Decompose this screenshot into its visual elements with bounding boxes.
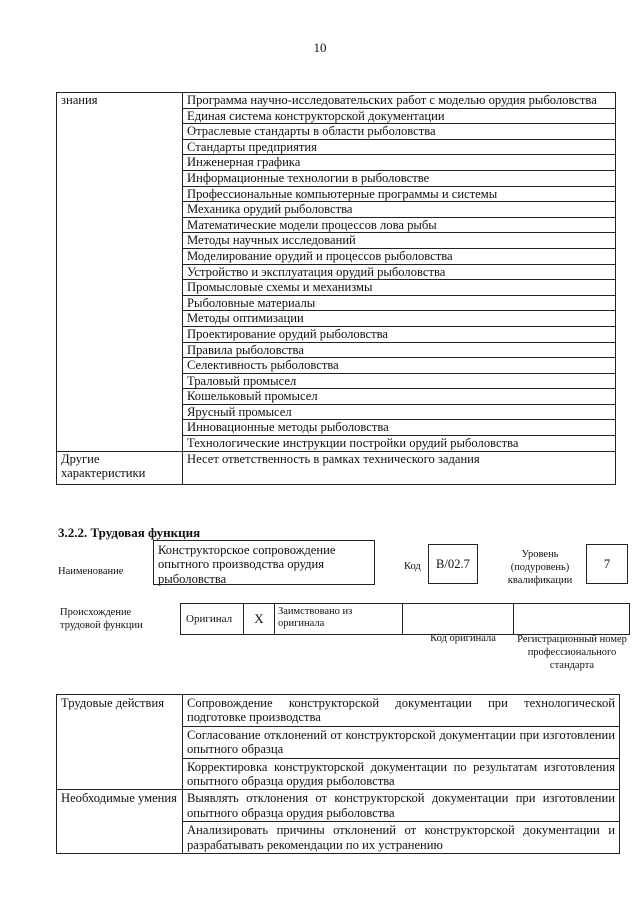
knowledge-item: Профессиональные компьютерные программы и системы [183, 186, 616, 202]
knowledge-item: Траловый промысел [183, 373, 616, 389]
code-label: Код [404, 561, 421, 572]
skill-item: Анализировать причины отклонений от конструкторской документации и разрабатывать рекомендации по их устранению [183, 822, 620, 854]
knowledge-item: Инновационные методы рыболовства [183, 420, 616, 436]
skill-item: Выявлять отклонения от конструкторской документации при изготовлении опытного образца орудия рыболовства [183, 790, 620, 822]
knowledge-item: Устройство и эксплуатация орудий рыболовства [183, 264, 616, 280]
knowledge-row [57, 93, 616, 109]
actions-label: Трудовые действия [57, 695, 183, 790]
original-label: Оригинал [181, 604, 244, 634]
action-item: Согласование отклонений от конструкторской документации при изготовлении опытного образца [183, 726, 620, 758]
skills-label: Необходимые умения [57, 790, 183, 854]
knowledge-item: Правила рыболовства [183, 342, 616, 358]
borrowed-label: Заимствовано из оригинала [274, 604, 403, 634]
level-value: 7 [586, 544, 628, 584]
knowledge-item: Единая система конструкторской документации [183, 108, 616, 124]
name-label: Наименование [58, 566, 124, 577]
knowledge-item: Ярусный промысел [183, 404, 616, 420]
knowledge-item: Стандарты предприятия [183, 139, 616, 155]
original-mark: X [244, 604, 275, 634]
knowledge-item: Программа научно-исследовательских работ с моделью орудия рыболовства [183, 93, 616, 109]
code-original-label: Код оригинала [430, 633, 496, 644]
knowledge-item: Математические модели процессов лова рыбы [183, 217, 616, 233]
knowledge-item: Методы научных исследований [183, 233, 616, 249]
action-item: Корректировка конструкторской документации по результатам изготовления опытного образца орудия рыболовства [183, 758, 620, 790]
code-original-cell [403, 604, 514, 634]
reg-number-label: Регистрационный номер профессионального стандарта [517, 634, 627, 671]
knowledge-item: Технологические инструкции постройки орудий рыболовства [183, 436, 616, 452]
knowledge-item: Механика орудий рыболовства [183, 202, 616, 218]
level-label: Уровень (подуровень) квалификации [507, 549, 573, 586]
labor-table [56, 694, 620, 854]
origin-table [180, 603, 630, 635]
skill-item-row [57, 790, 620, 822]
knowledge-item: Селективность рыболовства [183, 358, 616, 374]
other-row [57, 451, 616, 484]
knowledge-item: Моделирование орудий и процессов рыболовства [183, 248, 616, 264]
code-value: В/02.7 [428, 544, 478, 584]
knowledge-item: Инженерная графика [183, 155, 616, 171]
knowledge-item: Кошельковый промысел [183, 389, 616, 405]
action-item: Сопровождение конструкторской документации при технологической подготовке производства [183, 695, 620, 727]
knowledge-item: Проектирование орудий рыболовства [183, 326, 616, 342]
other-text: Несет ответственность в рамках технического задания [183, 451, 616, 484]
name-value: Конструкторское сопровождение опытного производства орудия рыболовства [153, 540, 375, 585]
knowledge-item: Промысловые схемы и механизмы [183, 280, 616, 296]
knowledge-item: Методы оптимизации [183, 311, 616, 327]
other-label: Другие характеристики [57, 451, 183, 484]
knowledge-label: знания [57, 93, 183, 452]
knowledge-item: Рыболовные материалы [183, 295, 616, 311]
origin-label: Происхождение трудовой функции [60, 607, 143, 631]
knowledge-table [56, 92, 616, 485]
action-item-row [57, 695, 620, 727]
page-number: 10 [313, 40, 327, 55]
section-title: 3.2.2. Трудовая функция [58, 525, 201, 540]
knowledge-item: Информационные технологии в рыболовстве [183, 170, 616, 186]
knowledge-item: Отраслевые стандарты в области рыболовства [183, 124, 616, 140]
